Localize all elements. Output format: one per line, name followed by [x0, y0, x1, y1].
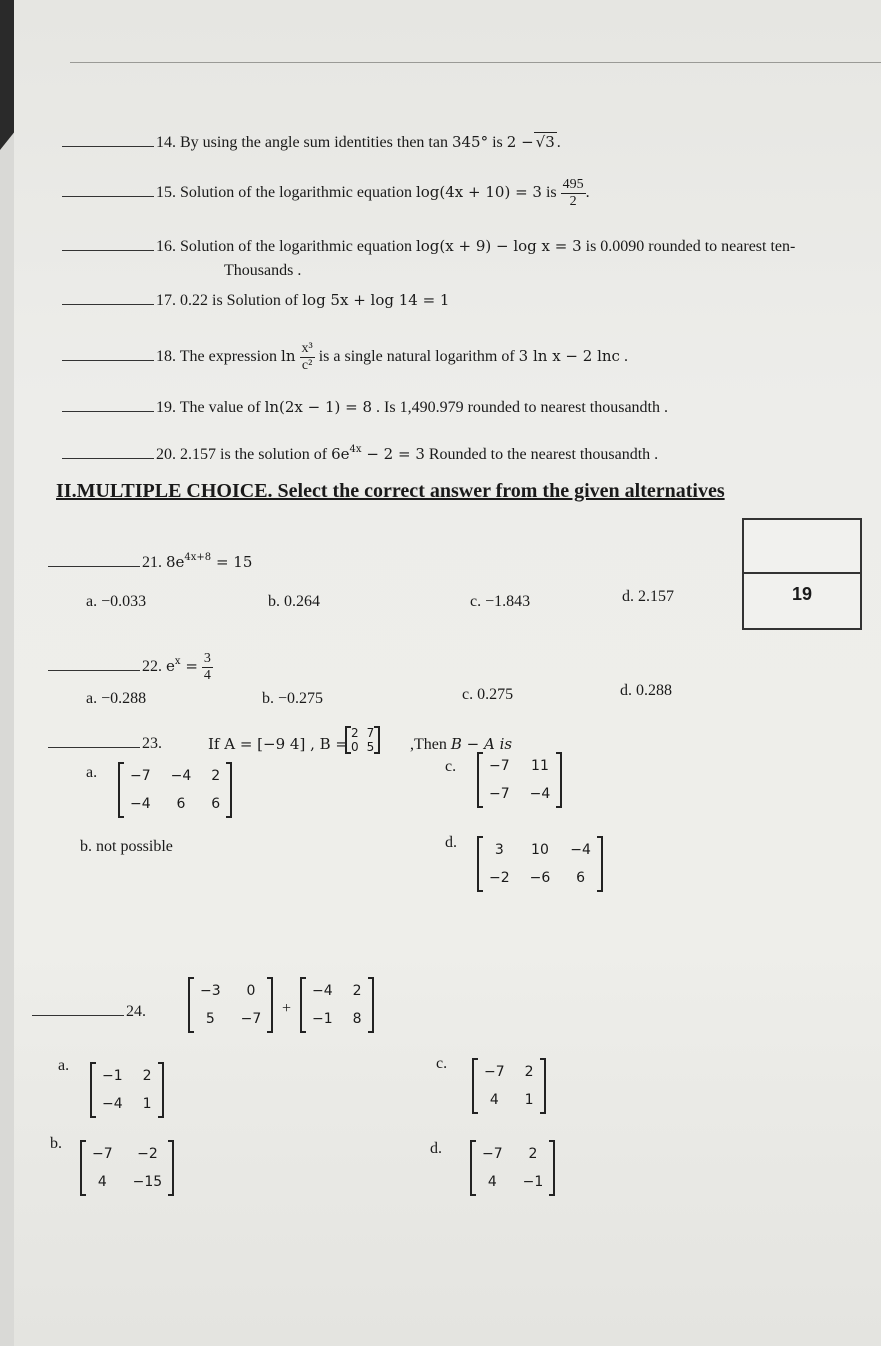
matrix-cell: 2 — [142, 1068, 152, 1084]
exp-equation — [331, 445, 425, 463]
q24-matrix-1 — [188, 977, 273, 1033]
item-18 — [62, 342, 628, 373]
item-text: Solution of the logarithmic equation — [180, 238, 412, 255]
item-number: 23. — [142, 735, 162, 752]
item-text: 2.157 is the solution of — [180, 446, 328, 463]
matrix-definitions: If A = [−9 4] , B = — [208, 735, 348, 753]
exp-base: 8e — [166, 553, 185, 571]
item-number: 17. — [156, 292, 176, 309]
radicand-value: 3 — [545, 133, 555, 151]
q24-matrix-2 — [300, 977, 374, 1033]
answer-blank[interactable] — [62, 250, 154, 251]
item-number: 16. — [156, 238, 176, 255]
q21-option-a[interactable] — [86, 593, 146, 611]
option-label: b. — [268, 593, 280, 610]
item-suffix: . — [623, 348, 628, 366]
ln-equation: ln(2x − 1) = 8 — [264, 398, 373, 416]
answer-blank[interactable] — [62, 196, 154, 197]
option-label: c. — [470, 593, 482, 610]
matrix-b — [345, 726, 380, 754]
matrix-cell: 4 — [487, 1174, 497, 1190]
exp-tail: − 2 = 3 — [366, 445, 425, 463]
item-text: By using the angle sum identities then tan — [180, 134, 448, 151]
matrix-cell: 2 — [352, 983, 362, 999]
matrix-cell: −4 — [170, 768, 192, 784]
matrix-cell: 1 — [524, 1092, 534, 1108]
log-equation: log(x + 9) − log x = 3 — [415, 237, 582, 255]
matrix-cell: 10 — [531, 842, 549, 858]
option-value: 0.288 — [636, 682, 672, 699]
equals-sign: = — [185, 657, 198, 676]
exp-exponent: 4x — [349, 444, 362, 455]
option-label: c. — [462, 686, 474, 703]
question-24 — [32, 1003, 146, 1021]
matrix-cell: −7 — [482, 1146, 503, 1162]
q24-option-b-label[interactable]: b. — [50, 1135, 62, 1152]
answer-blank[interactable] — [48, 670, 140, 671]
matrix-cell: 8 — [352, 1011, 362, 1027]
matrix-cell: −4 — [570, 842, 591, 858]
item-16-continuation: Thousands . — [224, 262, 302, 279]
matrix-cell: −7 — [130, 768, 151, 784]
q21-option-d[interactable] — [622, 588, 674, 606]
item-number: 19. — [156, 399, 176, 416]
matrix-cell: 0 — [246, 983, 256, 999]
item-number: 22. — [142, 658, 162, 676]
matrix-cell: −7 — [489, 786, 510, 802]
option-value: −0.033 — [101, 593, 147, 610]
matrix-cell: 1 — [142, 1096, 152, 1112]
q24-option-d-matrix[interactable] — [470, 1140, 555, 1196]
item-text: The expression — [179, 348, 278, 366]
matrix-cell: −7 — [240, 1011, 262, 1027]
q24-option-d-label[interactable]: d. — [430, 1140, 442, 1157]
answer-blank[interactable] — [62, 304, 154, 305]
section-heading: II.MULTIPLE CHOICE. Select the correct answer from the given alternatives — [56, 480, 725, 502]
matrix-cell: 4 — [489, 1092, 499, 1108]
option-label: b. — [80, 838, 92, 855]
option-value: −1.843 — [485, 593, 531, 610]
option-value: 2.157 — [638, 588, 674, 605]
item-suffix: . Is 1,490.979 rounded to nearest thousandth . — [376, 399, 668, 416]
q24-option-c-matrix[interactable] — [472, 1058, 546, 1114]
item-number: 21. — [142, 554, 162, 571]
expression: B − A is — [450, 735, 513, 753]
matrix-cell: 11 — [531, 758, 549, 774]
question-21 — [48, 552, 252, 572]
answer-expression: 2 − — [506, 133, 534, 151]
answer-blank[interactable] — [48, 566, 140, 567]
fraction-numerator: 3 — [203, 651, 211, 666]
matrix-cell: −4 — [102, 1096, 123, 1112]
log-equation: log(4x + 10) = 3 — [415, 183, 542, 202]
item-17 — [62, 291, 449, 310]
exp-exponent: 4x+8 — [184, 552, 212, 563]
item-number: 20. — [156, 446, 176, 463]
log-equation: log 5x + log 14 = 1 — [302, 291, 450, 309]
item-15 — [62, 178, 590, 209]
option-label: b. — [262, 690, 274, 707]
fraction-denominator: 2 — [569, 194, 577, 209]
answer-blank[interactable] — [32, 1015, 124, 1016]
option-value: −0.275 — [278, 690, 324, 707]
option-label: a. — [86, 593, 98, 610]
q22-option-a[interactable] — [86, 690, 146, 708]
question-23-text — [208, 735, 348, 754]
option-label: d. — [620, 682, 632, 699]
q23-option-c-matrix[interactable] — [477, 752, 562, 808]
option-label: a. — [86, 690, 98, 707]
score-value: 19 — [791, 584, 813, 604]
matrix-cell: −3 — [200, 983, 221, 999]
item-20 — [62, 444, 658, 464]
matrix-cell: 6 — [211, 796, 221, 812]
matrix-cell: 2 — [528, 1146, 538, 1162]
q23-option-a-label[interactable]: a. — [86, 764, 98, 781]
q22-option-c[interactable] — [462, 686, 513, 704]
fraction-denominator: 4 — [203, 668, 211, 683]
q24-option-a-label[interactable]: a. — [58, 1057, 70, 1074]
top-rule-line — [70, 62, 881, 63]
question-22 — [48, 652, 213, 683]
question-23 — [48, 735, 162, 753]
item-text-mid: is — [545, 184, 557, 202]
matrix-cell: −4 — [312, 983, 333, 999]
option-value: 0.264 — [284, 593, 320, 610]
matrix-cell: 5 — [205, 1011, 215, 1027]
exp-equation — [166, 657, 198, 675]
option-label: d. — [622, 588, 634, 605]
plus-operator: + — [282, 1000, 292, 1017]
q24-option-c-label[interactable]: c. — [436, 1055, 448, 1072]
exp-equation — [166, 553, 252, 571]
q22-option-d[interactable] — [620, 682, 672, 700]
fraction-denominator: c² — [301, 358, 313, 373]
angle-value: 345° — [451, 133, 489, 151]
fraction — [300, 342, 315, 373]
q23-option-a-matrix[interactable] — [118, 762, 232, 818]
item-text: The value of — [179, 399, 261, 416]
matrix-cell: −2 — [137, 1146, 158, 1162]
item-text-mid: is — [492, 134, 503, 151]
fraction-numerator: x³ — [301, 341, 313, 356]
fraction — [561, 178, 586, 209]
option-value: −0.288 — [101, 690, 147, 707]
matrix-cell: −7 — [92, 1146, 113, 1162]
score-box — [742, 518, 862, 630]
item-number: 18. — [156, 348, 176, 366]
item-19 — [62, 398, 668, 417]
item-suffix: is 0.0090 rounded to nearest ten- — [585, 238, 796, 255]
fraction — [202, 652, 213, 683]
item-text: Solution of the logarithmic equation — [180, 184, 412, 202]
q23-option-b[interactable] — [80, 838, 173, 856]
matrix-cell: −7 — [489, 758, 510, 774]
ln-expression: 3 ln x − 2 lnc — [518, 347, 620, 366]
matrix-cell: 2 — [211, 768, 221, 784]
matrix-cell: 0 — [351, 740, 359, 754]
exp-tail: = 15 — [215, 553, 253, 571]
score-divider — [744, 572, 860, 574]
answer-blank[interactable] — [62, 146, 154, 147]
exp-base: 6e — [331, 445, 350, 463]
item-number: 15. — [156, 184, 176, 202]
matrix-cell: 3 — [494, 842, 504, 858]
matrix-cell: 6 — [576, 870, 586, 886]
matrix-cell: −4 — [529, 786, 551, 802]
item-suffix: Rounded to the nearest thousandth . — [428, 446, 659, 463]
item-text: 0.22 is Solution of — [180, 292, 299, 309]
matrix-cell: 2 — [351, 726, 359, 740]
q22-option-b[interactable] — [262, 690, 323, 708]
q23-option-c-label[interactable]: c. — [445, 758, 457, 775]
exp-base: e — [166, 657, 175, 676]
item-text-mid: is a single natural logarithm of — [318, 348, 515, 366]
matrix-cell: −7 — [484, 1064, 505, 1080]
q23-option-d-matrix[interactable] — [477, 836, 603, 892]
matrix-cell: −1 — [312, 1011, 333, 1027]
item-16 — [62, 237, 795, 256]
sqrt-radicand: √3 — [535, 133, 555, 151]
matrix-cell: 2 — [524, 1064, 534, 1080]
matrix-cell: −4 — [130, 796, 151, 812]
answer-blank[interactable] — [62, 360, 154, 361]
q24-option-b-matrix[interactable] — [80, 1140, 174, 1196]
item-suffix: . — [556, 134, 561, 151]
q23-option-d-label[interactable]: d. — [445, 834, 457, 851]
item-suffix: . — [585, 184, 590, 202]
matrix-cell: −6 — [529, 870, 551, 886]
matrix-cell: −1 — [102, 1068, 123, 1084]
answer-blank[interactable] — [62, 458, 154, 459]
matrix-cell: 7 — [366, 726, 375, 740]
q21-option-c[interactable] — [470, 593, 530, 611]
answer-blank[interactable] — [48, 747, 140, 748]
q24-option-a-matrix[interactable] — [90, 1062, 164, 1118]
matrix-cell: −2 — [489, 870, 510, 886]
q21-option-b[interactable] — [268, 593, 320, 611]
option-value: 0.275 — [477, 686, 514, 703]
matrix-cell: −1 — [522, 1174, 544, 1190]
matrix-cell: 6 — [176, 796, 186, 812]
matrix-cell: 5 — [366, 740, 375, 754]
matrix-cell: 4 — [97, 1174, 107, 1190]
item-number: 14. — [156, 134, 176, 151]
item-14 — [62, 133, 561, 152]
ln-label: ln — [281, 347, 296, 366]
answer-blank[interactable] — [62, 411, 154, 412]
item-text: ,Then — [410, 736, 447, 753]
option-value: not possible — [96, 838, 173, 855]
exp-exponent: x — [174, 656, 181, 668]
item-number: 24. — [126, 1003, 146, 1020]
fraction-numerator: 495 — [562, 177, 584, 192]
matrix-cell: −15 — [132, 1174, 163, 1190]
